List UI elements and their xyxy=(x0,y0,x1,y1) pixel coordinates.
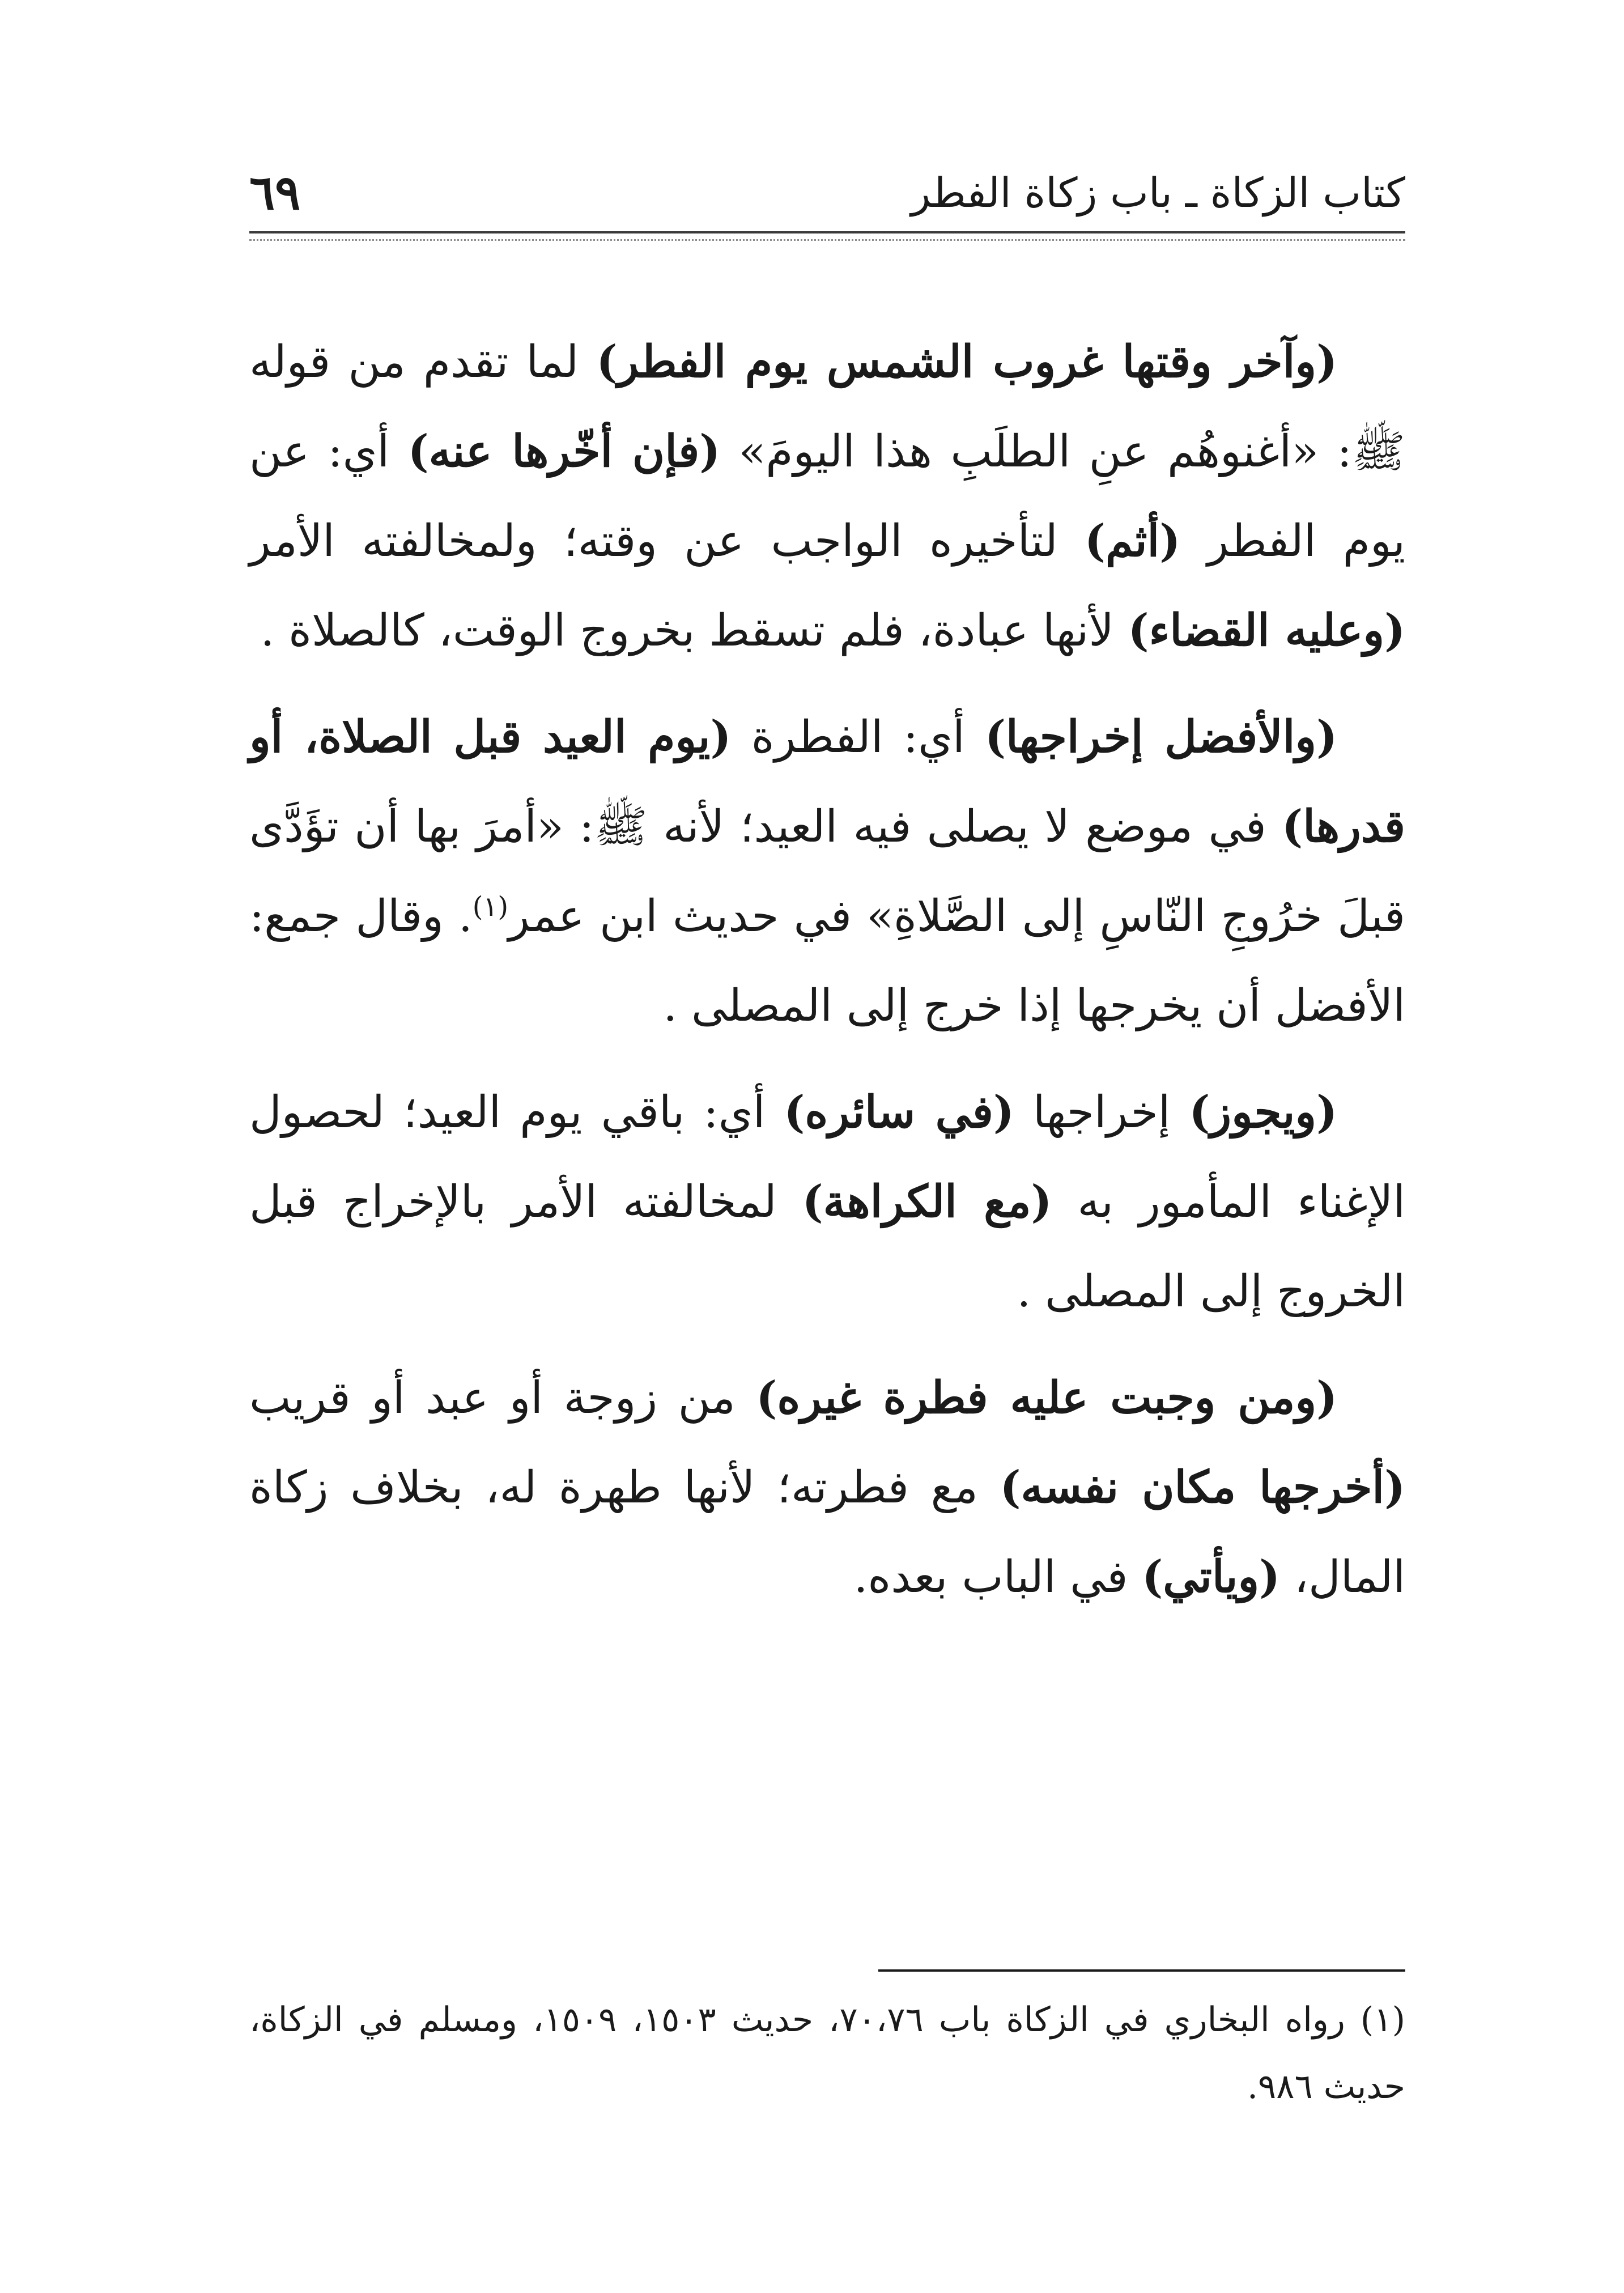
main-text xyxy=(249,317,1405,1639)
matn-phrase: (ويأتي) xyxy=(1142,1551,1281,1603)
paragraph xyxy=(249,693,1405,1051)
commentary-text: مع فطرته؛ لأنها طهرة له، بخلاف زكاة المال، xyxy=(249,1462,1405,1603)
paragraph xyxy=(249,1068,1405,1336)
matn-phrase: (فإن أخّرها عنه) xyxy=(407,426,721,477)
matn-phrase: (ويجوز) xyxy=(1189,1086,1337,1138)
footnote-divider xyxy=(878,1969,1405,1972)
matn-phrase: (والأفضل إخراجها) xyxy=(985,711,1338,763)
commentary-text: لأنها عبادة، فلم تسقط بخروج الوقت، كالصلاة . xyxy=(260,605,1128,656)
matn-phrase: (أخرجها مكان نفسه) xyxy=(1000,1462,1405,1513)
commentary-text: أي: باقي يوم العيد؛ لحصول الإغناء المأمور به xyxy=(249,1087,1406,1228)
matn-phrase: (أثم) xyxy=(1085,515,1181,567)
commentary-text: أي: عن يوم الفطر xyxy=(249,426,1405,567)
footnote-reference: (١) xyxy=(472,891,509,923)
footnote-text: (١) رواه البخاري في الزكاة باب ٧٠،٧٦، حديث ١٥٠٣، ١٥٠٩، ومسلم في الزكاة، حديث ٩٨٦. xyxy=(249,2000,1405,2107)
header-divider xyxy=(249,231,1405,241)
commentary-text: لما تقدم من قوله ﷺ: «أغنوهُم عنِ الطلَبِ هذا اليومَ» xyxy=(249,337,1405,477)
commentary-text: أي: الفطرة xyxy=(731,712,985,763)
page-header xyxy=(249,164,1405,232)
commentary-text: لتأخيره الواجب عن وقته؛ ولمخالفته الأمر xyxy=(249,516,1085,567)
matn-phrase: (ومن وجبت عليه فطرة غيره) xyxy=(756,1372,1338,1424)
commentary-text: إخراجها xyxy=(1014,1087,1189,1138)
footnote xyxy=(249,1986,1405,2120)
paragraph xyxy=(249,1353,1405,1622)
commentary-text: . وقال جمع: الأفضل أن يخرجها إذا خرج إلى المصلى . xyxy=(249,891,1405,1031)
running-title: كتاب الزكاة ـ باب زكاة الفطر xyxy=(911,169,1405,216)
matn-phrase: (في سائره) xyxy=(784,1086,1014,1138)
matn-phrase: (يوم العيد قبل الصلاة، أو قدرها) xyxy=(249,711,1405,852)
matn-phrase: (وعليه القضاء) xyxy=(1128,605,1405,656)
footnotes xyxy=(249,1986,1405,2120)
commentary-text: لمخالفته الأمر بالإخراج قبل الخروج إلى المصلى . xyxy=(249,1177,1405,1317)
commentary-text: في الباب بعده. xyxy=(853,1552,1142,1603)
page-number: ٦٩ xyxy=(249,164,301,220)
paragraph xyxy=(249,317,1405,676)
commentary-text: في موضع لا يصلى فيه العيد؛ لأنه ﷺ: «أمرَ بها أن تؤَدَّى قبلَ خرُوجِ النّاسِ إلى الصَّلاةِ» في حديث ابن عمر xyxy=(249,801,1405,942)
matn-phrase: (وآخر وقتها غروب الشمس يوم الفطر) xyxy=(596,336,1337,388)
matn-phrase: (مع الكراهة) xyxy=(802,1176,1052,1228)
commentary-text: من زوجة أو عبد أو قريب xyxy=(249,1373,756,1424)
